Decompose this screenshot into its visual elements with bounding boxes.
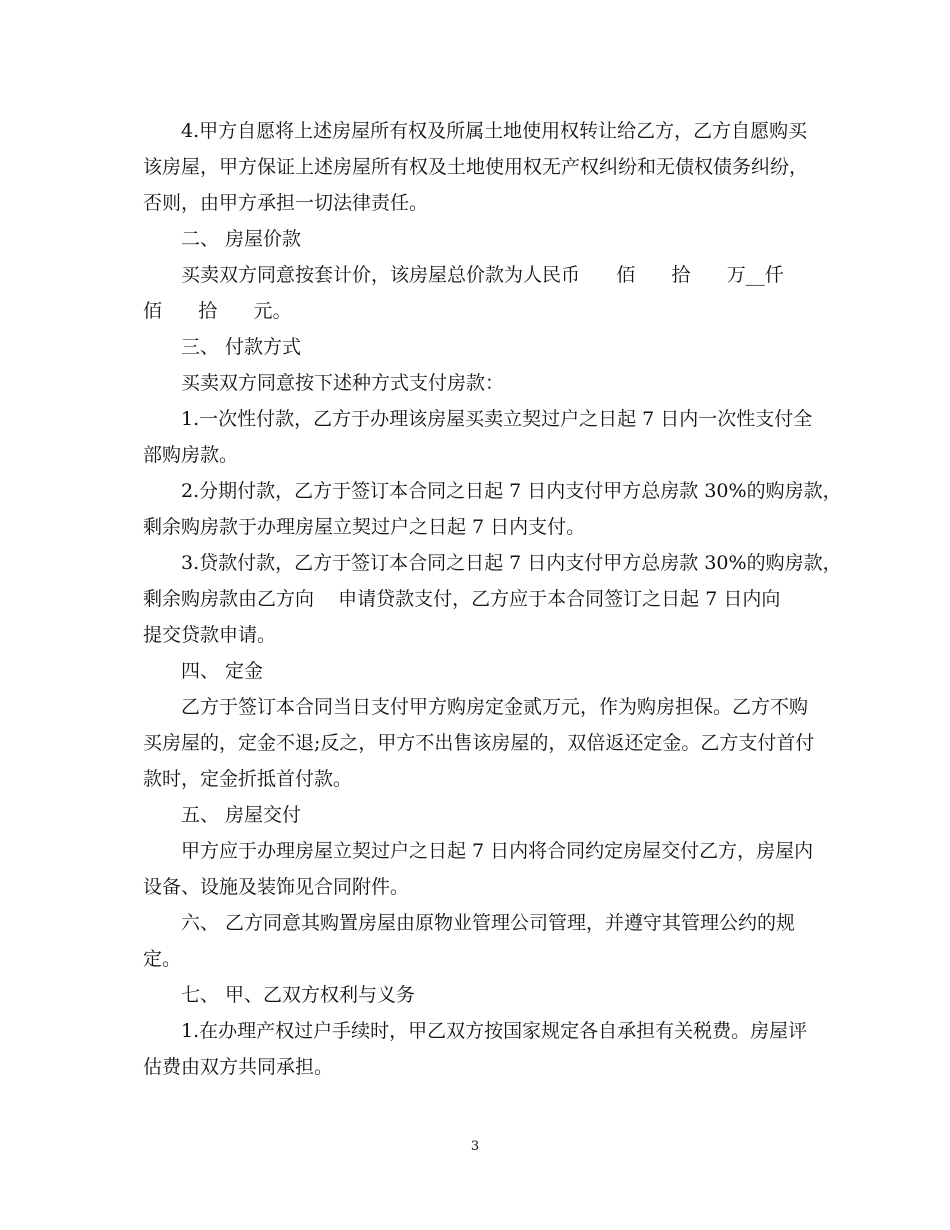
paragraph-property-management	[143, 905, 815, 977]
paragraph-price	[143, 257, 815, 329]
paragraph-deposit	[143, 689, 815, 797]
text-line: 剩余购房款由乙方向 申请贷款支付，乙方应于本合同签订之日起 7 日内向	[143, 588, 781, 610]
document-body	[143, 113, 842, 1085]
heading-line: 七、 甲、乙双方权利与义务	[181, 984, 416, 1006]
heading-line: 四、 定金	[181, 660, 264, 682]
text-line: 提交贷款申请。	[143, 624, 277, 646]
paragraph-payment-1	[143, 401, 815, 473]
text-line: 设备、设施及装饰见合同附件。	[143, 876, 410, 898]
section-heading-deposit	[143, 653, 815, 689]
text-line: 部购房款。	[143, 444, 239, 466]
text-line: 乙方于签订本合同当日支付甲方购房定金贰万元，作为购房担保。乙方不购	[181, 696, 809, 718]
section-heading-delivery	[143, 797, 815, 833]
paragraph-payment-intro	[143, 365, 815, 401]
text-line: 3.贷款付款，乙方于签订本合同之日起 7 日内支付甲方总房款 30%的购房款，	[181, 552, 842, 574]
text-line: 1.在办理产权过户手续时，甲乙双方按国家规定各自承担有关税费。房屋评	[181, 1020, 808, 1042]
paragraph-delivery	[143, 833, 815, 905]
paragraph-payment-2	[143, 473, 842, 545]
text-line: 否则，由甲方承担一切法律责任。	[143, 192, 429, 214]
text-line: 2.分期付款，乙方于签订本合同之日起 7 日内支付甲方总房款 30%的购房款，	[181, 480, 842, 502]
text-line: 定。	[143, 948, 182, 970]
heading-line: 二、 房屋价款	[181, 228, 302, 250]
heading-line: 五、 房屋交付	[181, 804, 302, 826]
text-line: 剩余购房款于办理房屋立契过户之日起 7 日内支付。	[143, 516, 586, 538]
paragraph-rights-1	[143, 1013, 815, 1085]
section-heading-price	[143, 221, 815, 257]
heading-line: 三、 付款方式	[181, 336, 302, 358]
text-line: 估费由双方共同承担。	[143, 1056, 334, 1078]
section-heading-payment	[143, 329, 815, 365]
text-line: 六、 乙方同意其购置房屋由原物业管理公司管理，并遵守其管理公约的规	[181, 912, 796, 934]
page-number: 3	[470, 1139, 480, 1154]
text-line: 买卖双方同意按套计价，该房屋总价款为人民币 佰 拾 万__仟	[181, 264, 784, 286]
text-line: 买卖双方同意按下述种方式支付房款：	[181, 372, 505, 394]
text-line: 4.甲方自愿将上述房屋所有权及所属土地使用权转让给乙方，乙方自愿购买	[181, 120, 808, 142]
section-heading-rights	[143, 977, 815, 1013]
text-line: 买房屋的，定金不退;反之，甲方不出售该房屋的，双倍返还定金。乙方支付首付	[143, 732, 815, 754]
paragraph-transfer	[143, 113, 815, 221]
paragraph-payment-3	[143, 545, 842, 653]
text-line: 1.一次性付款，乙方于办理该房屋买卖立契过户之日起 7 日内一次性支付全	[181, 408, 813, 430]
text-line: 佰 拾 元。	[143, 300, 292, 322]
text-line: 甲方应于办理房屋立契过户之日起 7 日内将合同约定房屋交付乙方，房屋内	[181, 840, 814, 862]
text-line: 款时，定金折抵首付款。	[143, 768, 353, 790]
text-line: 该房屋，甲方保证上述房屋所有权及土地使用权无产权纠纷和无债权债务纠纷，	[143, 156, 809, 178]
